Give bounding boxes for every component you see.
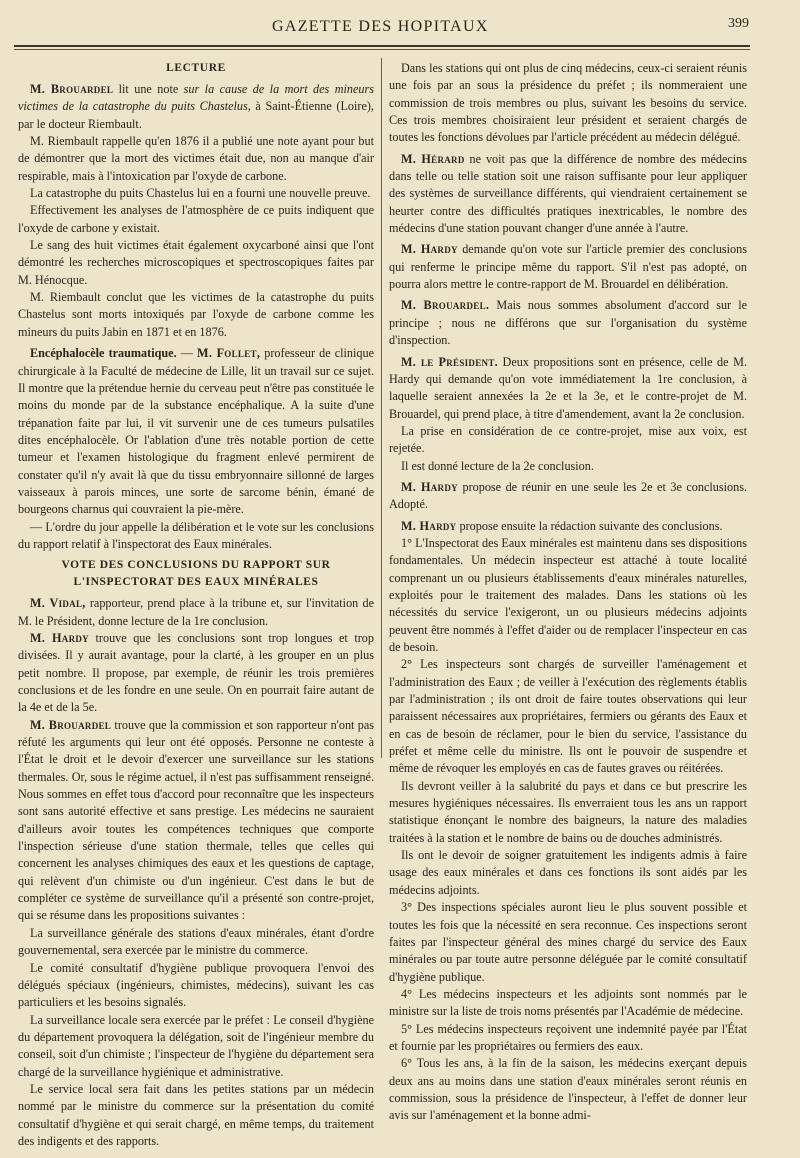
paragraph: La catastrophe du puits Chastelus lui en a fourni une nouvelle preuve. — [30, 186, 371, 201]
paragraph: 2° Les inspecteurs sont chargés de surveiller l'aménagement et l'administration des Eaux ; de veiller à l'exécution des règlements établis par l'administration ; ils ont droit de faire toutes observations qui leur paraissent nécessaires aux propriétaires, fermiers ou gérants des Eaux et en cas de besoin de réclamer, pour le bien du service, l'assistance du préfet et même celle du ministre. Ils ont le pouvoir de suspendre et même de révoquer les employés en cas de fautes graves ou réitérées. — [389, 657, 747, 776]
speaker-name: M. Hardy — [401, 242, 458, 257]
paragraph: La prise en considération de ce contre-projet, mise aux voix, est rejetée. — [389, 423, 747, 456]
speaker-name: M. Vidal, — [30, 596, 86, 611]
paragraph: Ils ont le devoir de soigner gratuitement les indigents admis à faire usage des eaux minérales et dans ces fonctions ils sont aidés par les médecins adjoints. — [389, 848, 747, 897]
speaker-name: M. Follet, — [197, 346, 261, 361]
text: lit une note — [113, 82, 184, 96]
paragraph: 1° L'Inspectorat des Eaux minérales est maintenu dans ses dispositions fondamentales. Un médecin inspecteur est attaché à toute localité comprenant un ou plusieurs établissements d'eaux minérales naturelles, exploités pour le traitement des malades. Dans les stations où les nécessités du service l'exigeront, un ou plusieurs médecins adjoints peuvent être nommés à l'effet d'aider ou de remplacer l'inspecteur en cas de besoin. — [389, 535, 747, 654]
header-rule-thin — [14, 49, 750, 50]
paragraph — [389, 151, 747, 238]
paragraph: — L'ordre du jour appelle la délibération et le vote sur les conclusions du rapport relatif à l'inspectorat des Eaux minérales. — [18, 519, 374, 551]
text: Mais nous sommes absolument d'accord sur le principe ; nous ne différons que sur l'organisation du système d'inspection. — [389, 298, 747, 348]
speaker-name: M. Hérard — [401, 151, 465, 166]
text: trouve que les conclusions sont trop longues et trop divisées. Il y aurait avantage, pour la clarté, à les grouper en un plus petit nombre. Il propose, par exemple, de réunir les trois premières conclusions et de les fondre en une seule. On en pourrait faire autant de la 4e et de la 5e. — [18, 630, 374, 715]
paragraph — [18, 345, 374, 518]
paragraph: 6° Tous les ans, à la fin de la saison, les médecins exerçant depuis deux ans au moins dans une station d'eaux minérales seront réunis en commission, sous la présidence de l'inspecteur, à l'effet de donner leur avis sur l'aménagement et la bonne admi- — [389, 1056, 747, 1123]
column-separator — [381, 58, 382, 758]
right-column — [389, 60, 747, 1125]
speaker-name: M. Brouardel. — [401, 298, 490, 313]
speaker-name: M. le Président. — [401, 354, 498, 369]
paragraph: Le sang des huit victimes était également oxycarboné ainsi que l'ont démontré les recherches microscopiques et spectroscopiques faites par M. Hénocque. — [18, 238, 374, 287]
speaker-name: M. Brouardel — [30, 717, 112, 732]
paragraph — [18, 81, 374, 133]
speaker-name: M. Hardy — [401, 518, 457, 533]
paragraph — [389, 354, 747, 423]
paragraph: M. Riembault rappelle qu'en 1876 il a publié une note ayant pour but de démontrer que la mort des victimes était due, non au manque d'air respirable, mais à l'intoxication par l'oxyde de carbone. — [18, 134, 374, 183]
article-title: Encéphalocèle traumatique. — [30, 346, 177, 361]
note-title: sur la cause de la mort des mineurs victimes de la catastrophe du puits Chastelus, — [18, 82, 374, 114]
speaker-name: M. Hardy — [30, 630, 89, 645]
page-number: 399 — [728, 16, 749, 31]
paragraph — [18, 630, 374, 717]
paragraph: La surveillance générale des stations d'eaux minérales, étant d'ordre gouvernemental, sera exercée par le ministre du commerce. — [18, 925, 374, 958]
paragraph — [389, 297, 747, 349]
text: — — [176, 346, 198, 361]
running-title: GAZETTE DES HOPITAUX — [272, 18, 489, 35]
paragraph: Il est donné lecture de la 2e conclusion. — [401, 458, 594, 473]
paragraph: Dans les stations qui ont plus de cinq médecins, ceux-ci seraient réunis une fois par an sous la présidence du préfet ; ils nommeraient une commission de trois membres ou plus, suivant les besoins du service. Ces trois membres choisiraient leur président et seraient chargés de toutes les fonctions dévolues par l'article précédent au médecin délégué. — [389, 61, 747, 145]
text: demande qu'on vote sur l'article premier des conclusions qui renferme le principe même du rapport. S'il n'est pas adopté, on pourra alors mettre le contre-rapport de M. Brouardel en délibération. — [389, 242, 747, 292]
text: ne voit pas que la différence de nombre des médecins dans telle ou telle station soit une raison suffisante pour leur appliquer des systèmes de surveillance différents, qui viendraient certainement se heurter contre des difficultés pratiques inextricables, le nombre des médecins d'une station pouvant changer d'une année à l'autre. — [389, 151, 747, 236]
text: rapporteur, prend place à la tribune et, sur l'invitation de M. le Président, donne lecture de la 1re conclusion. — [18, 596, 374, 628]
header-rule — [14, 45, 750, 47]
paragraph: M. Riembault conclut que les victimes de la catastrophe du puits Chastelus sont morts intoxiqués par l'oxyde de carbone comme les mineurs du puits Jabin en 1871 et en 1876. — [18, 290, 374, 339]
text: Deux propositions sont en présence, celle de M. Hardy qui demande qu'on vote immédiatement la 1re conclusion, à laquelle seraient annexées la 2e et la 3e, et le contre-projet de M. Brouardel, qui prend place, à titre d'amendement, avant la 2e conclusion. — [389, 354, 747, 421]
text: propose ensuite la rédaction suivante des conclusions. — [456, 518, 723, 533]
vote-heading: VOTE DES CONCLUSIONS DU RAPPORT SUR L'INSPECTORAT DES EAUX MINÉRALES — [61, 559, 331, 589]
paragraph — [389, 518, 747, 535]
paragraph: Effectivement les analyses de l'atmosphère de ce puits indiquent que l'oxyde de carbone y existait. — [18, 203, 374, 235]
speaker-name: M. Brouardel — [30, 82, 114, 96]
paragraph — [389, 479, 747, 514]
paragraph — [18, 717, 374, 925]
left-column — [18, 60, 374, 1150]
paragraph: Le comité consultatif d'hygiène publique provoquera l'envoi des délégués spéciaux (ingénieurs, chimistes, médecins), suivant les cas particuliers et les besoins signalés. — [18, 960, 374, 1010]
paragraph: Ils devront veiller à la salubrité du pays et dans ce but prescrire les mesures hygiéniques nécessaires. Ils enverraient tous les ans un rapport statistique énonçant le nombre des baigneurs, la nature des maladies traitées à la station et le nombre de bains ou de douches administrés. — [389, 778, 747, 845]
paragraph: 3° Des inspections spéciales auront lieu le plus souvent possible et toutes les fois que la nécessité en sera reconnue. Ces inspections seront faites par l'inspecteur général des mines chargé du service des Eaux minérales ou par toute autre personne déléguée par le comité consultatif d'hygiène publique. — [389, 900, 747, 984]
text: à Saint-Étienne (Loire), par le docteur Riembault. — [18, 99, 374, 131]
paragraph: 4° Les médecins inspecteurs et les adjoints sont nommés par le ministre sur la liste de trois noms présentés par l'Académie de médecine. — [389, 986, 747, 1019]
paragraph: Le service local sera fait dans les petites stations par un médecin nommé par le ministre du commerce sur la présentation du comité consultatif d'hygiène et qui serait chargé, en même temps, du traitement des indigents et des rapports. — [18, 1081, 374, 1148]
page-header — [0, 14, 800, 38]
text: professeur de clinique chirurgicale à la Faculté de médecine de Lille, lit un travail sur ce sujet. Il montre que la prétendue hernie du cerveau peut n'être pas constituée le moins du monde par de la substance encéphalique. A la suite d'une trépanation faite par lui, il vit survenir une de ces tumeurs pulsatiles dites encéphalocèle. Or l'ablation d'une très notable portion de cette tumeur et l'examen histologique du fragment enlevé permirent de constater qu'il n'y avait là que du tissu embryonnaire sillonné de larges vaisseaux à parois minces, une sorte de sarcome bénin, émané de bourgeons charnus qui couvraient la pie-mère. — [18, 346, 374, 517]
text: propose de réunir en une seule les 2e et 3e conclusions. Adopté. — [389, 479, 747, 512]
paragraph: La surveillance locale sera exercée par le préfet : Le conseil d'hygiène du département provoquera la délégation, soit de l'ingénieur membre du conseil, soit d'un chimiste ; l'inspecteur de l'hygiène du département sera chargé de la surveillance hygiénique et administrative. — [18, 1012, 374, 1079]
lecture-heading: LECTURE — [166, 62, 226, 74]
speaker-name: M. Hardy — [401, 479, 458, 494]
paragraph — [389, 241, 747, 293]
text: trouve que la commission et son rapporteur n'ont pas réfuté les arguments qui leur ont été opposés. Personne ne conteste à l'État le droit et le devoir d'exercer une surveillance sur les stations thermales. Or, sous le régime actuel, il n'est pas suffisamment renseigné. Nous sommes en effet tous d'accord pour reconnaître que les inspecteurs sont sans autorité effective et sans prestige. Les médecins ne sauraient d'ailleurs avoir toutes les compétences techniques que comporte l'inspection sérieuse d'une station thermale, telles que celles qui concernent les analyses chimiques des eaux et les questions de captage, qui relèvent d'un chimiste ou d'un ingénieur. C'est dans le but de compléter ce système de surveillance qu'il a présenté son contre-projet, qui se résume dans les propositions suivantes : — [18, 717, 374, 923]
paragraph — [18, 595, 374, 630]
paragraph: 5° Les médecins inspecteurs reçoivent une indemnité payée par l'État et fournie par les propriétaires ou fermiers des eaux. — [389, 1021, 747, 1053]
